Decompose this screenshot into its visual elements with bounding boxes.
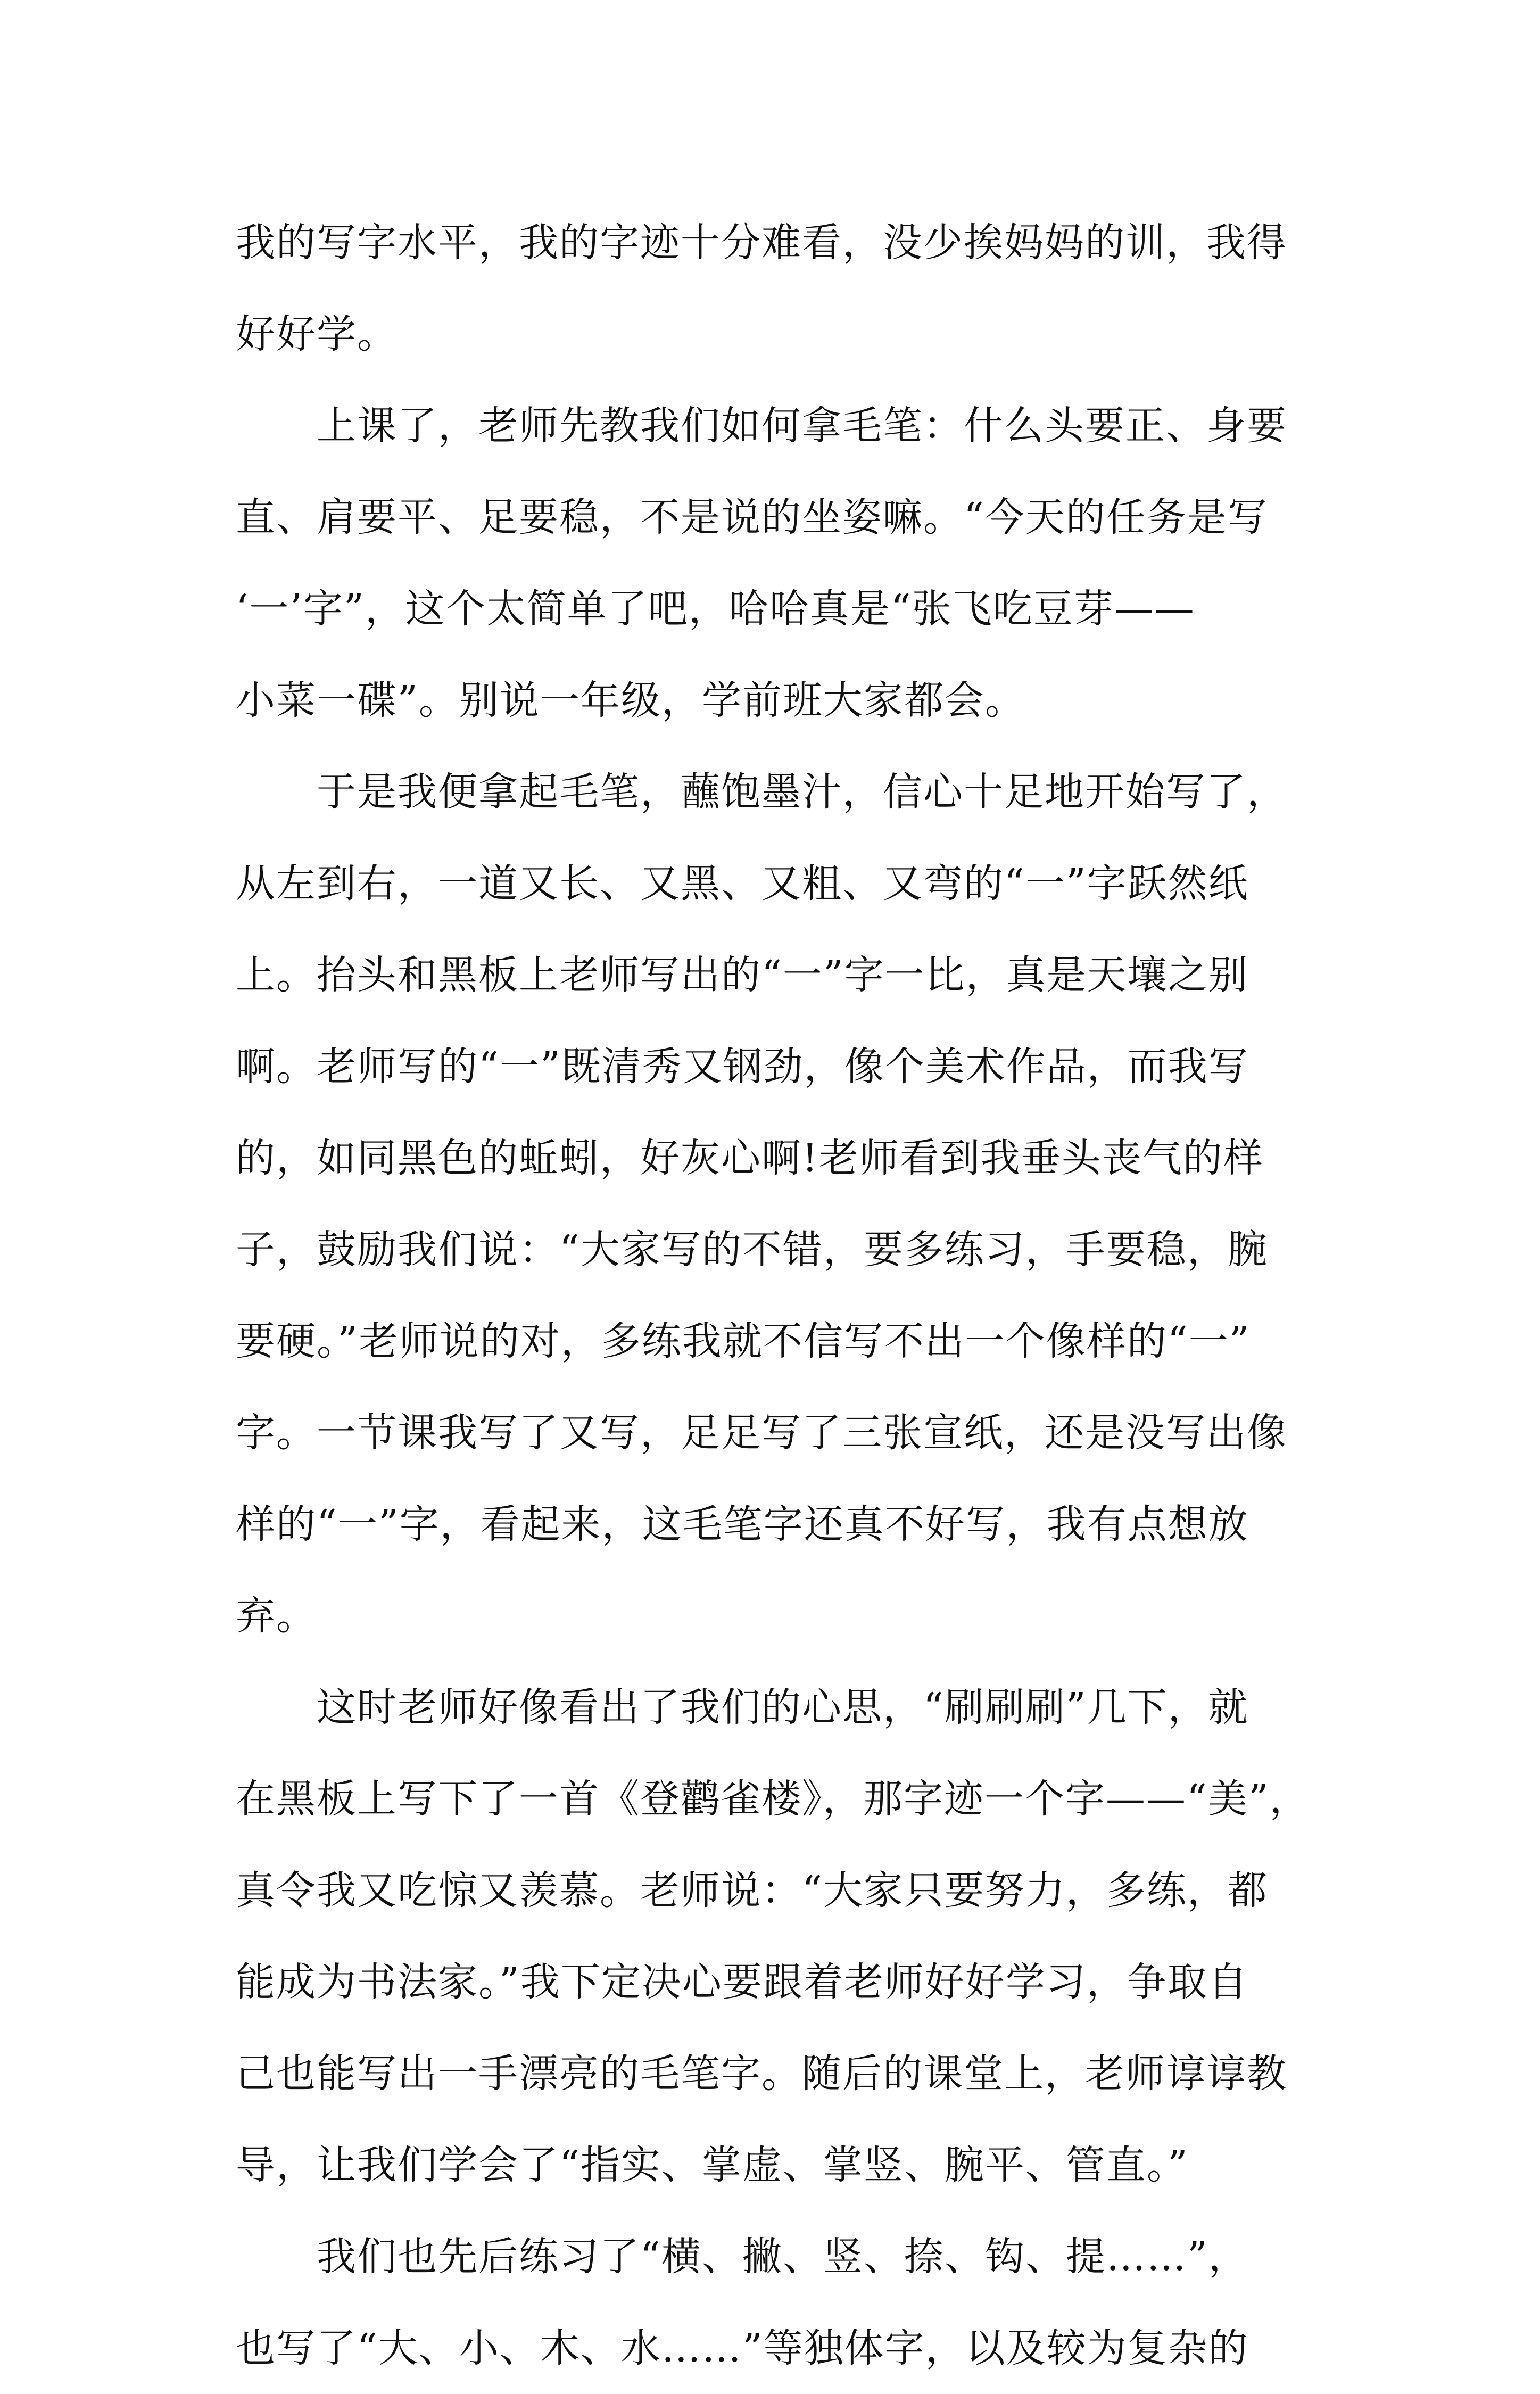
text-line: 要硬。”老师说的对，多练我就不信写不出一个像样的“一”	[236, 1318, 1251, 1364]
text-line: 从左到右，一道又长、又黑、又粗、又弯的“一”字跃然纸	[236, 861, 1249, 906]
essay-text	[236, 197, 1369, 2394]
text-line: 子，鼓励我们说：“大家写的不错，要多练习，手要稳，腕	[236, 1227, 1268, 1273]
text-line: 我们也先后练习了“横、撇、竖、捺、钩、提……”，	[236, 2234, 1249, 2280]
text-line: 直、肩要平、足要稳，不是说的坐姿嘛。“今天的任务是写	[236, 494, 1268, 540]
text-line: 的，如同黑色的蚯蚓，好灰心啊!老师看到我垂头丧气的样	[236, 1135, 1264, 1181]
text-line: 于是我便拿起毛笔，蘸饱墨汁，信心十足地开始写了，	[236, 769, 1287, 815]
text-line: 导，让我们学会了“指实、掌虚、掌竖、腕平、管直。”	[236, 2142, 1189, 2188]
text-line: 啊。老师写的“一”既清秀又钢劲，像个美术作品，而我写	[236, 1044, 1249, 1089]
text-line: 真令我又吃惊又羡慕。老师说：“大家只要努力，多练，都	[236, 1868, 1268, 1913]
text-line: 我的写字水平，我的字迹十分难看，没少挨妈妈的训，我得	[236, 220, 1287, 266]
text-line: 在黑板上写下了一首《登鹳雀楼》，那字迹一个字——“美”，	[236, 1776, 1310, 1822]
text-line: 能成为书法家。”我下定决心要跟着老师好好学习，争取自	[236, 1959, 1248, 2005]
text-line: ‘一’字”，这个太简单了吧，哈哈真是“张飞吃豆芽——	[236, 586, 1195, 632]
text-line: 己也能写出一手漂亮的毛笔字。随后的课堂上，老师谆谆教	[236, 2051, 1287, 2096]
text-line: 上课了，老师先教我们如何拿毛笔：什么头要正、身要	[236, 403, 1287, 449]
text-line: 这时老师好像看出了我们的心思，“刷刷刷”几下，就	[236, 1685, 1249, 1730]
text-line: 弃。	[236, 1593, 317, 1639]
text-line: 样的“一”字，看起来，这毛笔字还真不好写，我有点想放	[236, 1501, 1249, 1547]
text-line: 字。一节课我写了又写，足足写了三张宣纸，还是没写出像	[236, 1410, 1287, 1456]
text-line: 小菜一碟”。别说一年级，学前班大家都会。	[236, 678, 1025, 723]
text-line: 上。抬头和黑板上老师写出的“一”字一比，真是天壤之别	[236, 952, 1249, 998]
text-line: 也写了“大、小、木、水……”等独体字，以及较为复杂的	[236, 2325, 1249, 2371]
text-line: 好好学。	[236, 311, 398, 357]
